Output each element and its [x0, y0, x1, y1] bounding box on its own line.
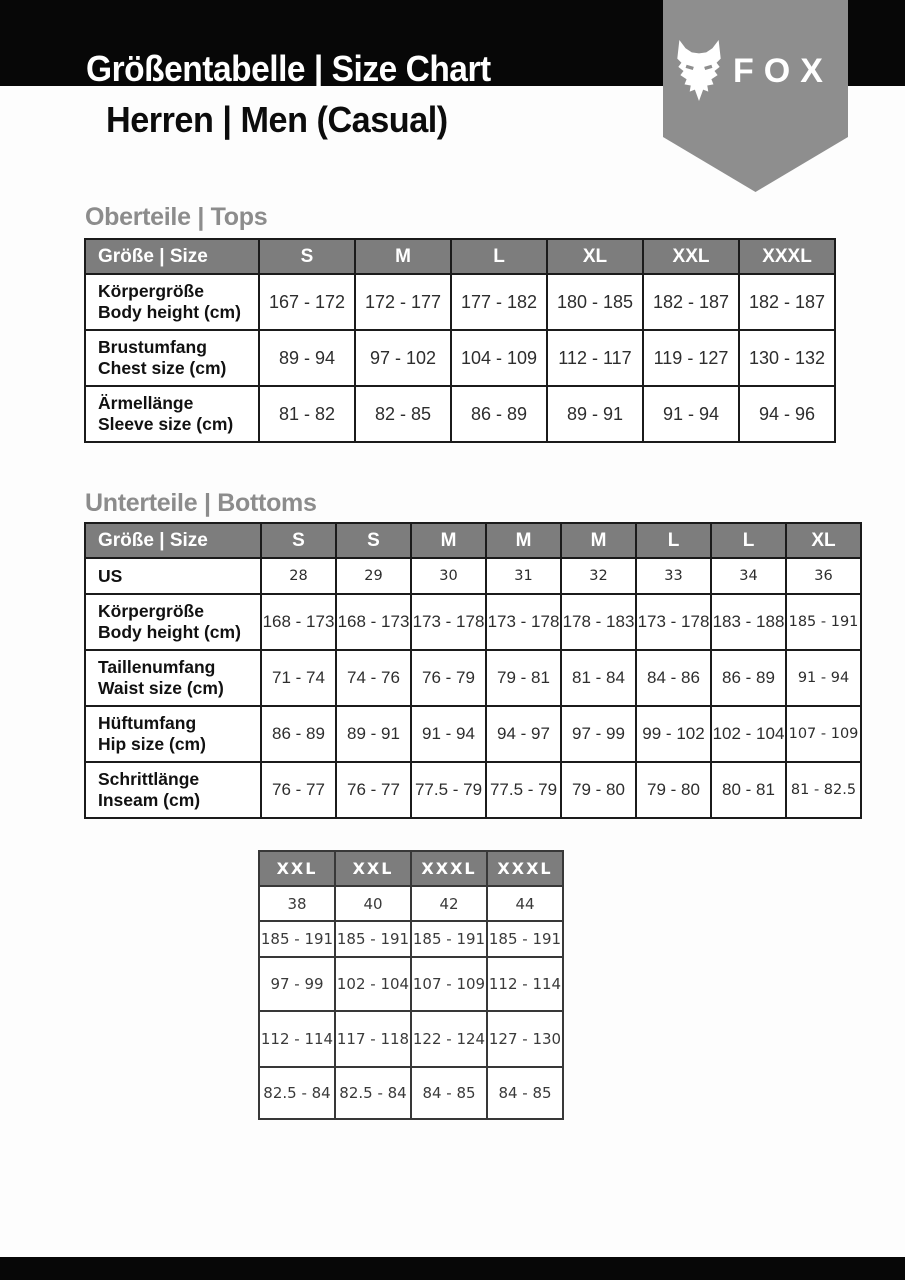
- row-label-de: Körpergröße: [98, 281, 204, 301]
- row-label: [85, 650, 261, 706]
- cell-value: 185 - 191: [259, 921, 335, 957]
- cell-value: 82.5 - 84: [259, 1067, 335, 1119]
- bottoms-size-table: [84, 522, 862, 819]
- cell-value: 102 - 104: [335, 957, 411, 1011]
- cell-value: 31: [486, 558, 561, 594]
- cell-value: 36: [786, 558, 861, 594]
- bottoms-col-header: L: [711, 523, 786, 558]
- cell-value: 119 - 127: [643, 330, 739, 386]
- row-label-en: Sleeve size (cm): [98, 414, 234, 434]
- cell-value: 29: [336, 558, 411, 594]
- cell-value: 33: [636, 558, 711, 594]
- tops-col-header: S: [259, 239, 355, 274]
- cell-value: 182 - 187: [643, 274, 739, 330]
- table-row: [85, 594, 861, 650]
- cell-value: 183 - 188: [711, 594, 786, 650]
- table-row: [259, 921, 563, 957]
- cell-value: 79 - 80: [561, 762, 636, 818]
- bottoms-xl-col-header: XXL: [335, 851, 411, 886]
- tops-header-row: [85, 239, 835, 274]
- cell-value: 104 - 109: [451, 330, 547, 386]
- bottoms-col-header: M: [561, 523, 636, 558]
- row-label-de: Körpergröße: [98, 601, 204, 621]
- cell-value: 185 - 191: [411, 921, 487, 957]
- brand-logotype: FOX: [733, 52, 833, 90]
- cell-value: 77.5 - 79: [486, 762, 561, 818]
- cell-value: 185 - 191: [335, 921, 411, 957]
- row-label-de: Ärmellänge: [98, 393, 194, 413]
- cell-value: 42: [411, 886, 487, 921]
- cell-value: 172 - 177: [355, 274, 451, 330]
- cell-value: 91 - 94: [786, 650, 861, 706]
- cell-value: 185 - 191: [786, 594, 861, 650]
- tops-col-header: XL: [547, 239, 643, 274]
- bottoms-col-header: M: [486, 523, 561, 558]
- cell-value: 84 - 86: [636, 650, 711, 706]
- row-label-en: Waist size (cm): [98, 678, 224, 698]
- cell-value: 167 - 172: [259, 274, 355, 330]
- row-label-en: Inseam (cm): [98, 790, 201, 810]
- cell-value: 127 - 130: [487, 1011, 563, 1067]
- row-label: [85, 274, 259, 330]
- cell-value: 79 - 80: [636, 762, 711, 818]
- cell-value: 185 - 191: [487, 921, 563, 957]
- cell-value: 89 - 94: [259, 330, 355, 386]
- page-subtitle: Herren | Men (Casual): [106, 99, 448, 140]
- row-label-de: Hüftumfang: [98, 713, 197, 733]
- fox-head-icon: [675, 40, 723, 102]
- cell-value: 76 - 77: [336, 762, 411, 818]
- cell-value: 97 - 99: [259, 957, 335, 1011]
- table-row: [259, 886, 563, 921]
- bottoms-col-header: M: [411, 523, 486, 558]
- bottoms-xl-col-header: XXXL: [487, 851, 563, 886]
- bottoms-xl-size-table: [258, 850, 564, 1120]
- cell-value: 107 - 109: [786, 706, 861, 762]
- bottoms-col-header: L: [636, 523, 711, 558]
- cell-value: 89 - 91: [336, 706, 411, 762]
- row-label: [85, 330, 259, 386]
- cell-value: 82.5 - 84: [335, 1067, 411, 1119]
- cell-value: 80 - 81: [711, 762, 786, 818]
- cell-value: 84 - 85: [487, 1067, 563, 1119]
- fox-brand-banner: [663, 0, 848, 192]
- row-label-en: Chest size (cm): [98, 358, 227, 378]
- table-row: [85, 762, 861, 818]
- cell-value: 94 - 97: [486, 706, 561, 762]
- row-label-en: Body height (cm): [98, 622, 241, 642]
- cell-value: 117 - 118: [335, 1011, 411, 1067]
- bottoms-col-header: S: [336, 523, 411, 558]
- cell-value: 173 - 178: [411, 594, 486, 650]
- tops-col-header: M: [355, 239, 451, 274]
- cell-value: 81 - 82.5: [786, 762, 861, 818]
- cell-value: 86 - 89: [451, 386, 547, 442]
- row-label-de: Brustumfang: [98, 337, 207, 357]
- cell-value: 76 - 79: [411, 650, 486, 706]
- cell-value: 38: [259, 886, 335, 921]
- cell-value: 112 - 114: [259, 1011, 335, 1067]
- cell-value: 107 - 109: [411, 957, 487, 1011]
- row-label: [85, 386, 259, 442]
- cell-value: 32: [561, 558, 636, 594]
- cell-value: 76 - 77: [261, 762, 336, 818]
- bottoms-xl-col-header: XXL: [259, 851, 335, 886]
- cell-value: 178 - 183: [561, 594, 636, 650]
- cell-value: 71 - 74: [261, 650, 336, 706]
- cell-value: 112 - 114: [487, 957, 563, 1011]
- cell-value: 99 - 102: [636, 706, 711, 762]
- table-row: [259, 1011, 563, 1067]
- table-row: [85, 558, 861, 594]
- tops-corner-header: Größe | Size: [85, 239, 259, 274]
- cell-value: 177 - 182: [451, 274, 547, 330]
- cell-value: 97 - 102: [355, 330, 451, 386]
- cell-value: 168 - 173: [336, 594, 411, 650]
- table-row: [85, 386, 835, 442]
- row-label-de: Taillenumfang: [98, 657, 216, 677]
- bottoms-col-header: S: [261, 523, 336, 558]
- cell-value: 28: [261, 558, 336, 594]
- cell-value: 40: [335, 886, 411, 921]
- row-label: US: [85, 558, 261, 594]
- cell-value: 30: [411, 558, 486, 594]
- cell-value: 81 - 84: [561, 650, 636, 706]
- cell-value: 84 - 85: [411, 1067, 487, 1119]
- bottoms-xl-col-header: XXXL: [411, 851, 487, 886]
- cell-value: 122 - 124: [411, 1011, 487, 1067]
- cell-value: 74 - 76: [336, 650, 411, 706]
- cell-value: 112 - 117: [547, 330, 643, 386]
- cell-value: 97 - 99: [561, 706, 636, 762]
- cell-value: 86 - 89: [261, 706, 336, 762]
- bottoms-col-header: XL: [786, 523, 861, 558]
- tops-col-header: L: [451, 239, 547, 274]
- cell-value: 82 - 85: [355, 386, 451, 442]
- cell-value: 44: [487, 886, 563, 921]
- cell-value: 86 - 89: [711, 650, 786, 706]
- cell-value: 168 - 173: [261, 594, 336, 650]
- cell-value: 81 - 82: [259, 386, 355, 442]
- table-row: [259, 957, 563, 1011]
- cell-value: 102 - 104: [711, 706, 786, 762]
- bottoms-corner-header: Größe | Size: [85, 523, 261, 558]
- table-row: [85, 706, 861, 762]
- cell-value: 91 - 94: [411, 706, 486, 762]
- page-title: Größentabelle | Size Chart: [86, 48, 491, 89]
- row-label-de: Schrittlänge: [98, 769, 200, 789]
- cell-value: 173 - 178: [636, 594, 711, 650]
- cell-value: 182 - 187: [739, 274, 835, 330]
- footer-bar: [0, 1257, 905, 1280]
- cell-value: 77.5 - 79: [411, 762, 486, 818]
- bottoms-header-row: [85, 523, 861, 558]
- tops-col-header: XXXL: [739, 239, 835, 274]
- cell-value: 94 - 96: [739, 386, 835, 442]
- cell-value: 180 - 185: [547, 274, 643, 330]
- row-label-en: Hip size (cm): [98, 734, 206, 754]
- cell-value: 34: [711, 558, 786, 594]
- cell-value: 173 - 178: [486, 594, 561, 650]
- table-row: [259, 1067, 563, 1119]
- table-row: [85, 650, 861, 706]
- bottoms-section-title: Unterteile | Bottoms: [85, 489, 317, 517]
- cell-value: 91 - 94: [643, 386, 739, 442]
- table-row: [85, 330, 835, 386]
- row-label: [85, 706, 261, 762]
- row-label: [85, 762, 261, 818]
- tops-section-title: Oberteile | Tops: [85, 203, 268, 231]
- row-label-en: Body height (cm): [98, 302, 241, 322]
- table-row: [85, 274, 835, 330]
- tops-size-table: [84, 238, 836, 443]
- tops-col-header: XXL: [643, 239, 739, 274]
- cell-value: 130 - 132: [739, 330, 835, 386]
- bottoms-xl-header-row: [259, 851, 563, 886]
- cell-value: 89 - 91: [547, 386, 643, 442]
- row-label: [85, 594, 261, 650]
- cell-value: 79 - 81: [486, 650, 561, 706]
